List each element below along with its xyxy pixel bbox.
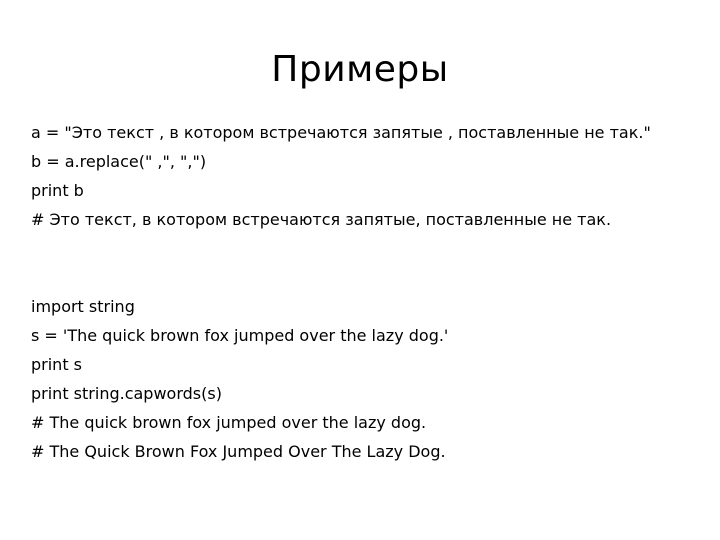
code-line: a = "Это текст , в котором встречаются запятые , поставленные не так." xyxy=(31,123,651,142)
code-block-capwords xyxy=(31,292,701,466)
code-comment-line: # Это текст, в котором встречаются запятые, поставленные не так. xyxy=(31,210,612,229)
code-line: b = a.replace(" ,", ",") xyxy=(31,152,207,171)
code-comment-line: # The Quick Brown Fox Jumped Over The Lazy Dog. xyxy=(31,442,446,461)
code-line: print b xyxy=(31,181,84,200)
slide-title: Примеры xyxy=(271,49,449,90)
code-line: print string.capwords(s) xyxy=(31,384,222,403)
code-line: s = 'The quick brown fox jumped over the lazy dog.' xyxy=(31,326,449,345)
code-comment-line: # The quick brown fox jumped over the lazy dog. xyxy=(31,413,427,432)
code-line: print s xyxy=(31,355,83,374)
code-line: import string xyxy=(31,297,135,316)
code-block-replace xyxy=(31,118,701,234)
